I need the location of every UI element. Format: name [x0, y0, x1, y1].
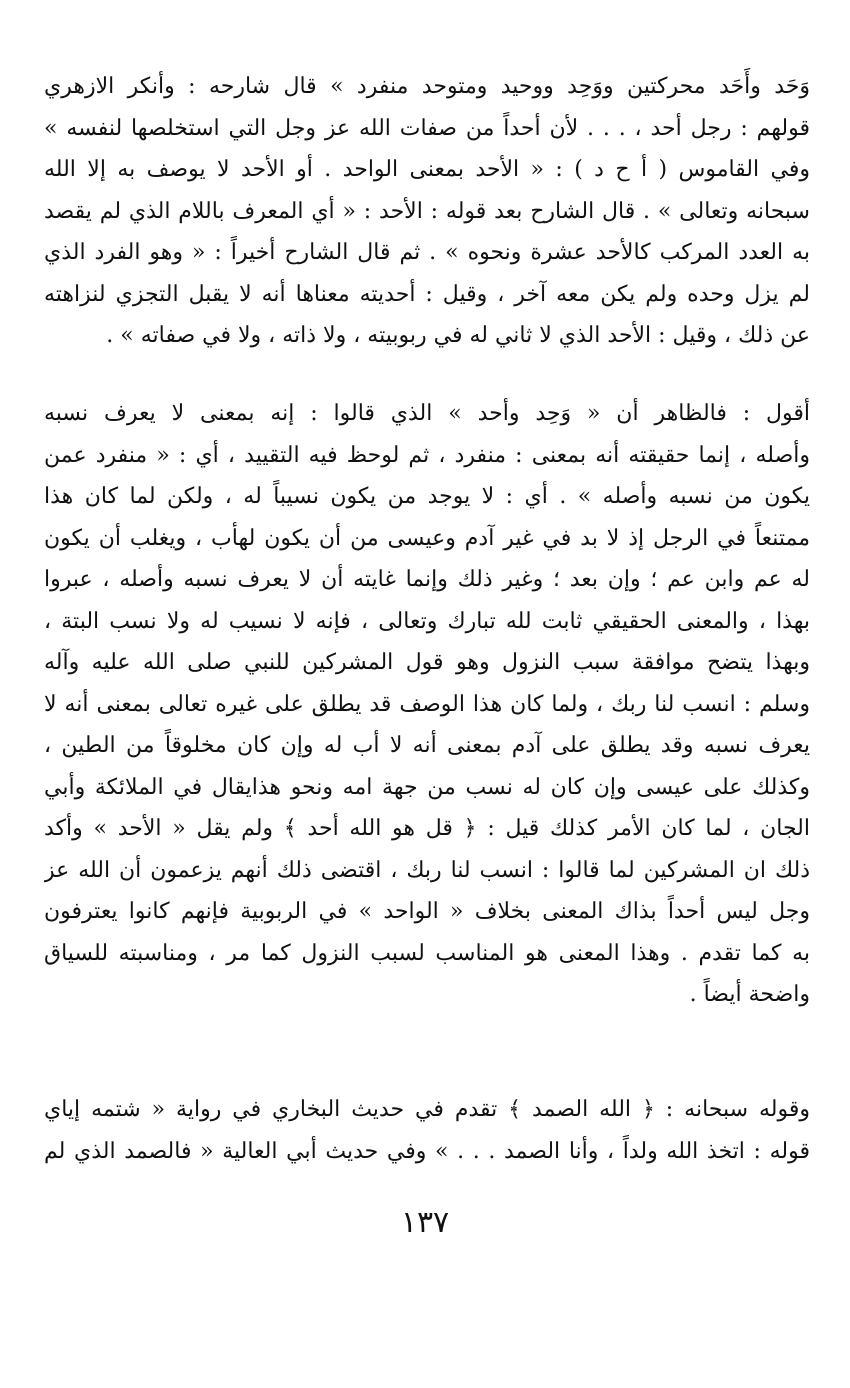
text-line: له عم وابن عم ؛ وإن بعد ؛ وغير ذلك وإنما غايته أن لا يعرف نسبه وأصله ، عبروا: [44, 567, 810, 592]
text-line: سبحانه وتعالى » . قال الشارح بعد قوله : الأحد : « أي المعرف باللام الذي لم يقصد: [44, 198, 810, 224]
text-line: ذلك ان المشركين لما قالوا : انسب لنا ربك ، اقتضى ذلك أنهم يزعمون أن الله عز: [44, 857, 810, 883]
text-line: وقوله سبحانه : ﴿ الله الصمد ﴾ تقدم في حديث البخاري في رواية « شتمه إياي: [44, 1097, 810, 1122]
paragraph-1: [44, 66, 810, 357]
text-line: عن ذلك ، وقيل : الأحد الذي لا ثاني له في ربوبيته ، ولا ذاته ، ولا في صفاته » .: [106, 323, 810, 348]
paragraph-3: [44, 1089, 810, 1172]
page-number: ١٣٧: [400, 1205, 450, 1240]
text-line: وكذلك على عيسى وإن كان له نسب من جهة امه ونحو هذايقال في الملائكة وأبي: [44, 774, 810, 800]
text-line: به العدد المركب كالأحد عشرة ونحوه » . ثم قال الشارح أخيراً : « وهو الفرد الذي: [44, 240, 810, 265]
text-line: قوله : اتخذ الله ولداً ، وأنا الصمد . . . » وفي حديث أبي العالية « فالصمد الذي لم: [44, 1138, 810, 1164]
text-line: ممتنعاً في الرجل إذ لا بد في غير آدم وعيسى من أن يكون لهأب ، ويغلب أن يكون: [44, 525, 810, 551]
text-line: الجان ، لما كان الأمر كذلك قيل : ﴿ قل هو الله أحد ﴾ ولم يقل « الأحد » وأكد: [44, 816, 810, 841]
text-line: وبهذا يتضح موافقة سبب النزول وهو قول المشركين للنبي صلى الله عليه وآله: [44, 650, 810, 675]
text-line: وسلم : انسب لنا ربك ، ولما كان هذا الوصف قد يطلق على غيره تعالى بمعنى أنه لا: [44, 691, 810, 717]
text-line: واضحة أيضاً .: [689, 982, 810, 1007]
text-line: يعرف نسبه وقد يطلق على آدم بمعنى أنه لا أب له وإن كان مخلوقاً من الطين ،: [44, 733, 810, 758]
text-line: وجل ليس أحداً بذاك المعنى بخلاف « الواحد » في الربوبية فإنهم كانوا يعترفون: [44, 899, 810, 924]
text-line: قولهم : رجل أحد ، . . . لأن أحداً من صفات الله عز وجل التي استخلصها لنفسه »: [44, 115, 810, 141]
paragraph-2: [44, 393, 810, 1016]
text-line: بهذا ، والمعنى الحقيقي ثابت لله تبارك وتعالى ، فإنه لا نسيب له ولا نسب البتة ،: [44, 608, 810, 634]
text-line: وفي القاموس ( أ ح د ) : « الأحد بمعنى الواحد . أو الأحد لا يوصف به إلا الله: [44, 157, 810, 182]
text-line: وَحَد وأَحَد محركتين ووَحِد ووحيد ومتوحد منفرد » قال شارحه : وأنكر الازهري: [44, 74, 810, 99]
text-line: يكون من نسبه وأصله » . أي : لا يوجد من يكون نسيباً له ، ولكن لما كان هذا: [44, 484, 810, 509]
text-line: لم يزل وحده ولم يكن معه آخر ، وقيل : أحديته معناها أنه لا يقبل التجزي لنزاهته: [44, 281, 810, 307]
text-line: به كما تقدم . وهذا المعنى هو المناسب لسبب النزول كما مر ، ومناسبته للسياق: [44, 940, 810, 966]
text-line: وأصله ، إنما حقيقته أنه بمعنى : منفرد ، ثم لوحظ فيه التقييد ، أي : « منفرد عمن: [44, 442, 810, 468]
text-line: أقول : فالظاهر أن « وَحِد وأحد » الذي قالوا : إنه بمعنى لا يعرف نسبه: [44, 401, 810, 426]
